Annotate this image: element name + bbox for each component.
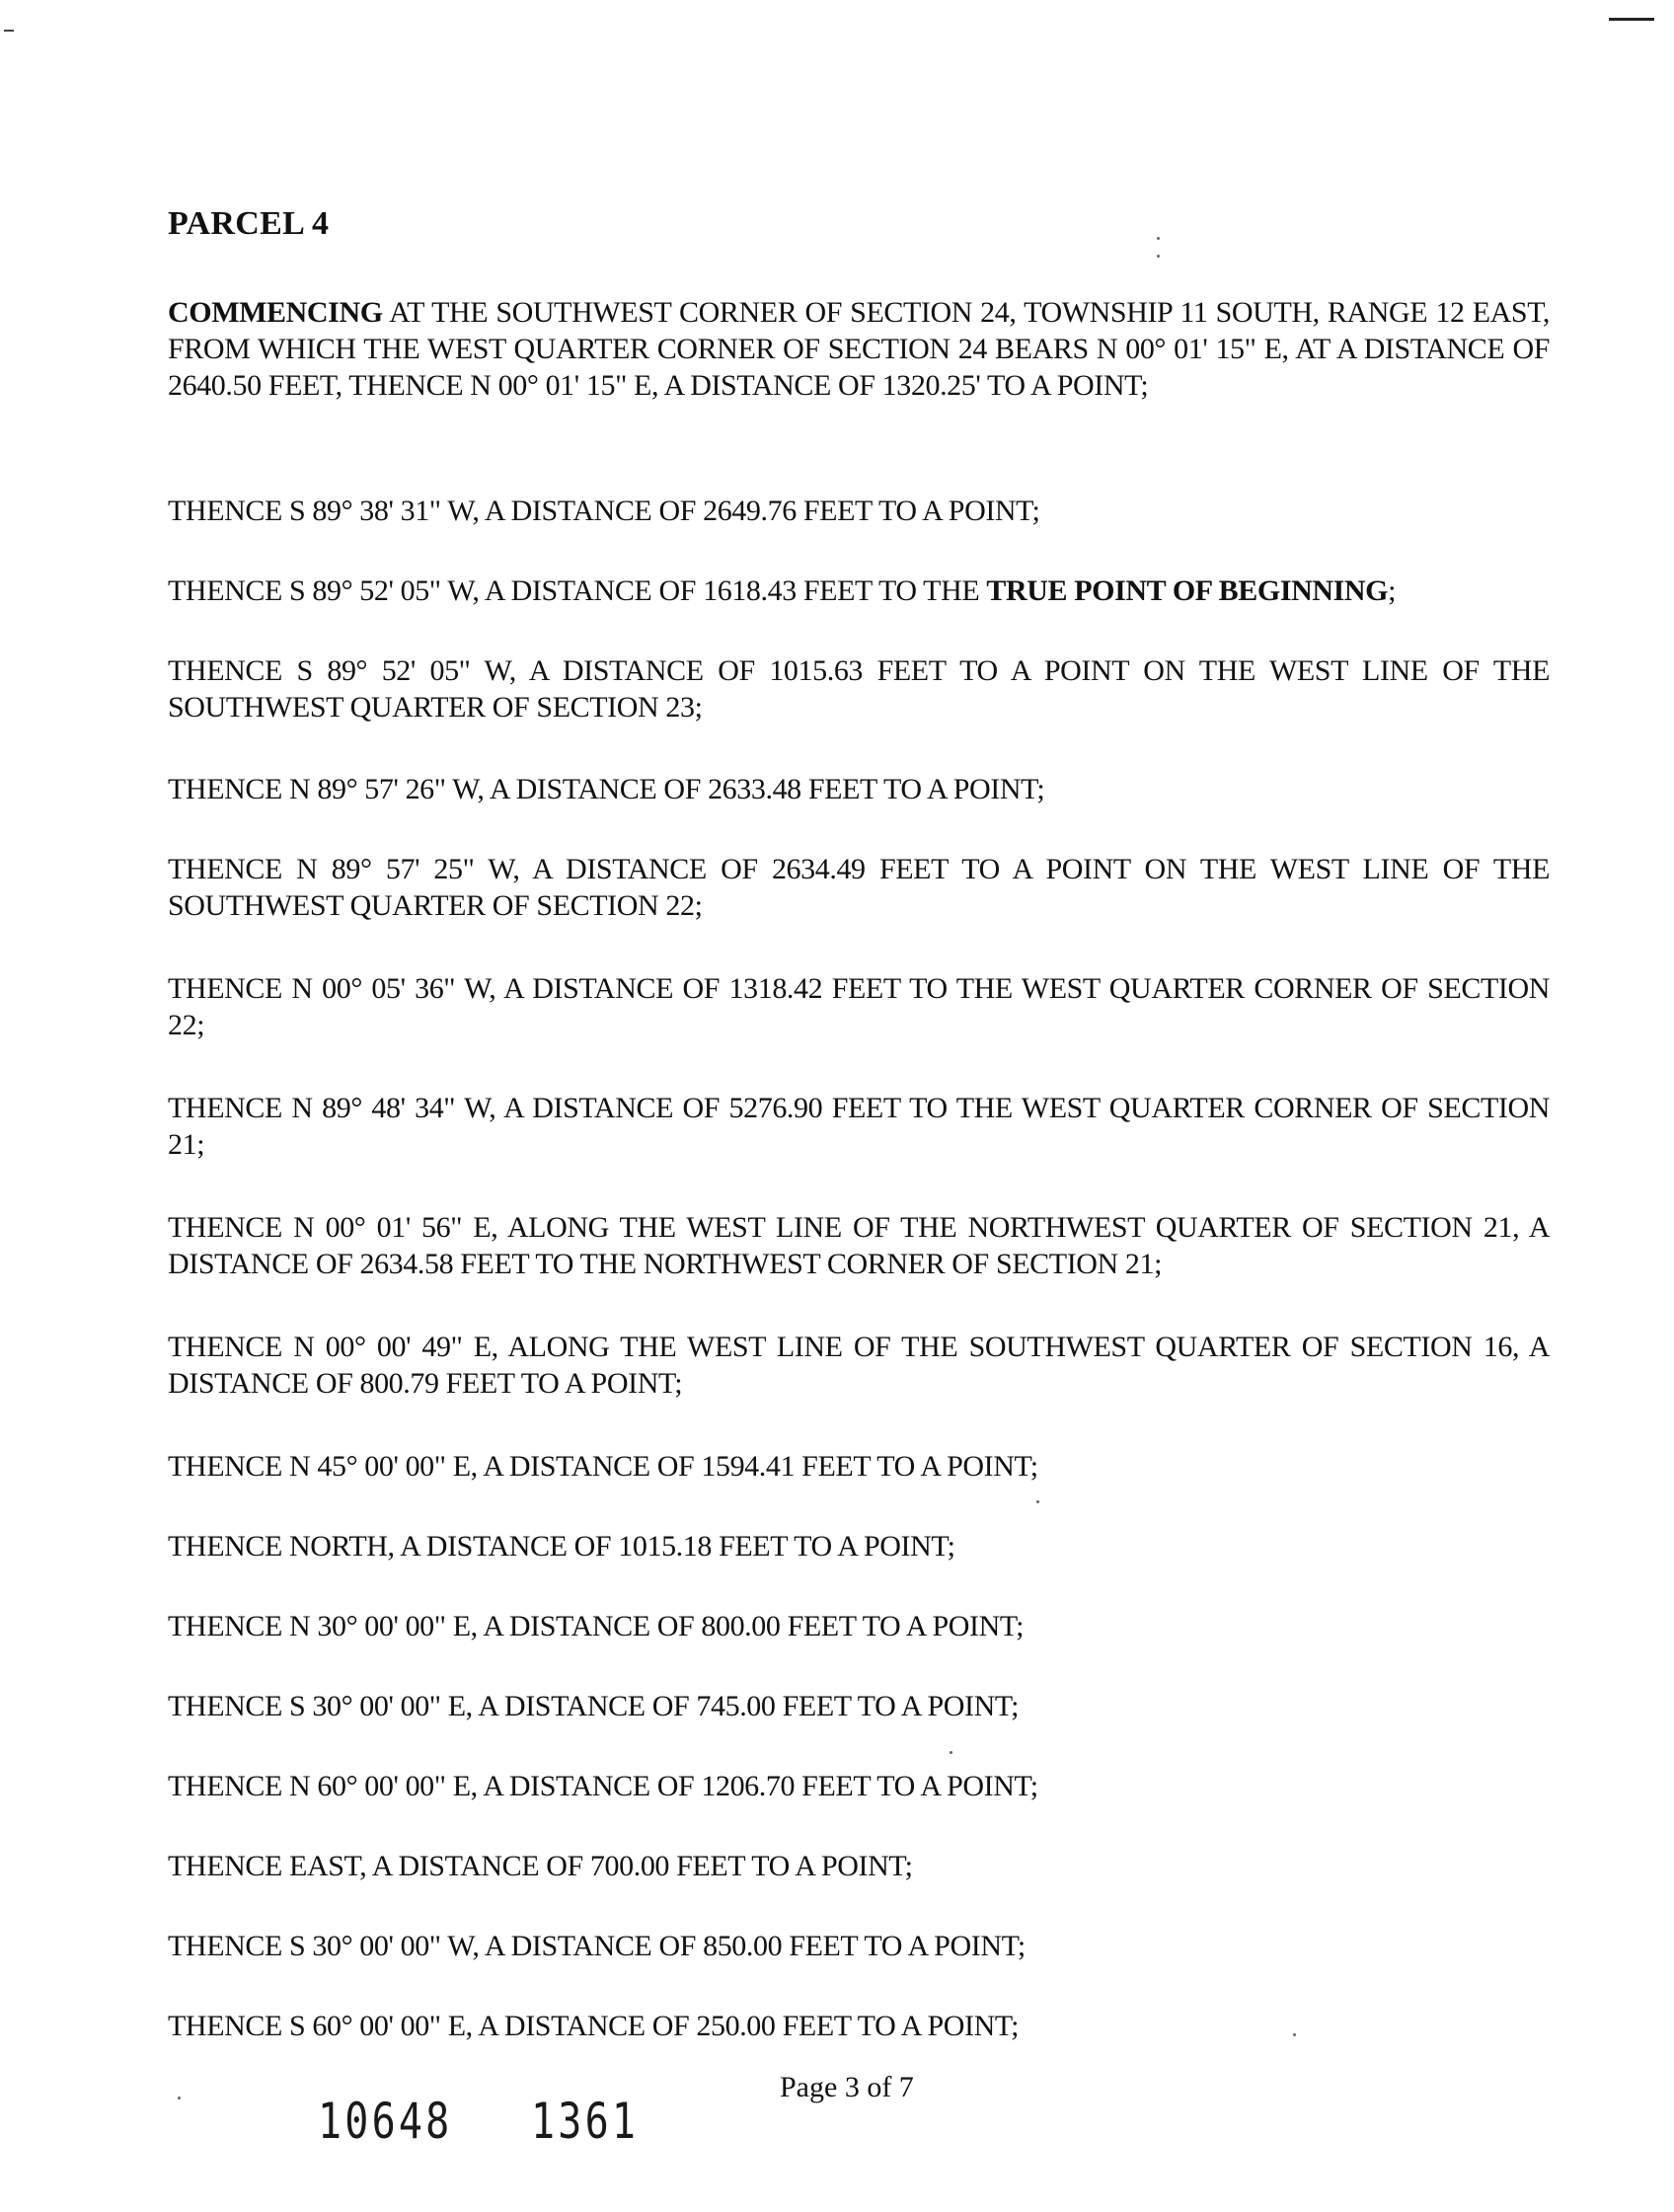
course-paragraph: THENCE EAST, A DISTANCE OF 700.00 FEET TO A POINT;: [168, 1850, 913, 1882]
true-point-of-beginning: TRUE POINT OF BEGINNING: [986, 574, 1389, 607]
course-paragraph: THENCE N 00° 01' 56" E, ALONG THE WEST LINE OF THE NORTHWEST QUARTER OF SECTION 21, A DISTANCE OF 2634.58 FEET TO THE NORTHWEST CORNER OF SECTION 21;: [168, 1211, 1550, 1280]
commencing-paragraph: [168, 294, 1550, 404]
recording-stamp-page: 1361: [531, 2093, 640, 2150]
scan-speck: [1157, 237, 1160, 240]
course-paragraph: THENCE N 89° 57' 26" W, A DISTANCE OF 2633.48 FEET TO A POINT;: [168, 773, 1045, 805]
scan-speck: [1293, 2033, 1296, 2036]
commencing-text: AT THE SOUTHWEST CORNER OF SECTION 24, TOWNSHIP 11 SOUTH, RANGE 12 EAST, FROM WHICH THE WEST QUARTER CORNER OF SECTION 24 BEARS N 00° 01' 15" E, AT A DISTANCE OF 2640.50 FEET, THENCE N 00° 01' 15" E, A DISTANCE OF 1320.25' TO A POINT;: [168, 296, 1550, 402]
scan-speck: [178, 2097, 181, 2099]
scan-tick: [4, 30, 14, 32]
course-paragraph: THENCE NORTH, A DISTANCE OF 1015.18 FEET TO A POINT;: [168, 1530, 955, 1563]
commencing-label: COMMENCING: [168, 296, 383, 329]
parcel-heading: PARCEL 4: [168, 205, 330, 242]
course-paragraph: THENCE S 30° 00' 00" W, A DISTANCE OF 850.00 FEET TO A POINT;: [168, 1930, 1026, 1962]
course-end: ;: [1388, 574, 1397, 607]
scan-speck: [1036, 1500, 1039, 1503]
recording-stamp-docket: 10648: [318, 2093, 453, 2150]
course-paragraph: THENCE N 00° 00' 49" E, ALONG THE WEST LINE OF THE SOUTHWEST QUARTER OF SECTION 16, A DISTANCE OF 800.79 FEET TO A POINT;: [168, 1331, 1550, 1400]
scan-speck: [950, 1751, 952, 1754]
page-number: Page 3 of 7: [780, 2071, 914, 2103]
course-paragraph: THENCE S 89° 38' 31" W, A DISTANCE OF 2649.76 FEET TO A POINT;: [168, 495, 1040, 527]
course-paragraph: THENCE N 45° 00' 00" E, A DISTANCE OF 1594.41 FEET TO A POINT;: [168, 1450, 1038, 1483]
course-paragraph: THENCE S 30° 00' 00" E, A DISTANCE OF 745.00 FEET TO A POINT;: [168, 1690, 1020, 1722]
course-paragraph: [168, 572, 1550, 609]
course-paragraph: THENCE N 30° 00' 00" E, A DISTANCE OF 800.00 FEET TO A POINT;: [168, 1610, 1025, 1642]
course-paragraph: THENCE N 89° 57' 25" W, A DISTANCE OF 2634.49 FEET TO A POINT ON THE WEST LINE OF THE SOUTHWEST QUARTER OF SECTION 22;: [168, 853, 1550, 922]
course-paragraph: THENCE N 60° 00' 00" E, A DISTANCE OF 1206.70 FEET TO A POINT;: [168, 1770, 1038, 1802]
course-paragraph: THENCE S 89° 52' 05" W, A DISTANCE OF 1015.63 FEET TO A POINT ON THE WEST LINE OF THE SOUTHWEST QUARTER OF SECTION 23;: [168, 654, 1550, 724]
course-paragraph: THENCE S 60° 00' 00" E, A DISTANCE OF 250.00 FEET TO A POINT;: [168, 2010, 1020, 2042]
scan-mark: [1609, 18, 1654, 21]
course-text: THENCE S 89° 52' 05" W, A DISTANCE OF 1618.43 FEET TO THE: [168, 574, 987, 607]
course-paragraph: THENCE N 00° 05' 36" W, A DISTANCE OF 1318.42 FEET TO THE WEST QUARTER CORNER OF SECTION 22;: [168, 972, 1550, 1041]
course-paragraph: THENCE N 89° 48' 34" W, A DISTANCE OF 5276.90 FEET TO THE WEST QUARTER CORNER OF SECTION 21;: [168, 1092, 1550, 1161]
scan-speck: [1157, 255, 1160, 258]
